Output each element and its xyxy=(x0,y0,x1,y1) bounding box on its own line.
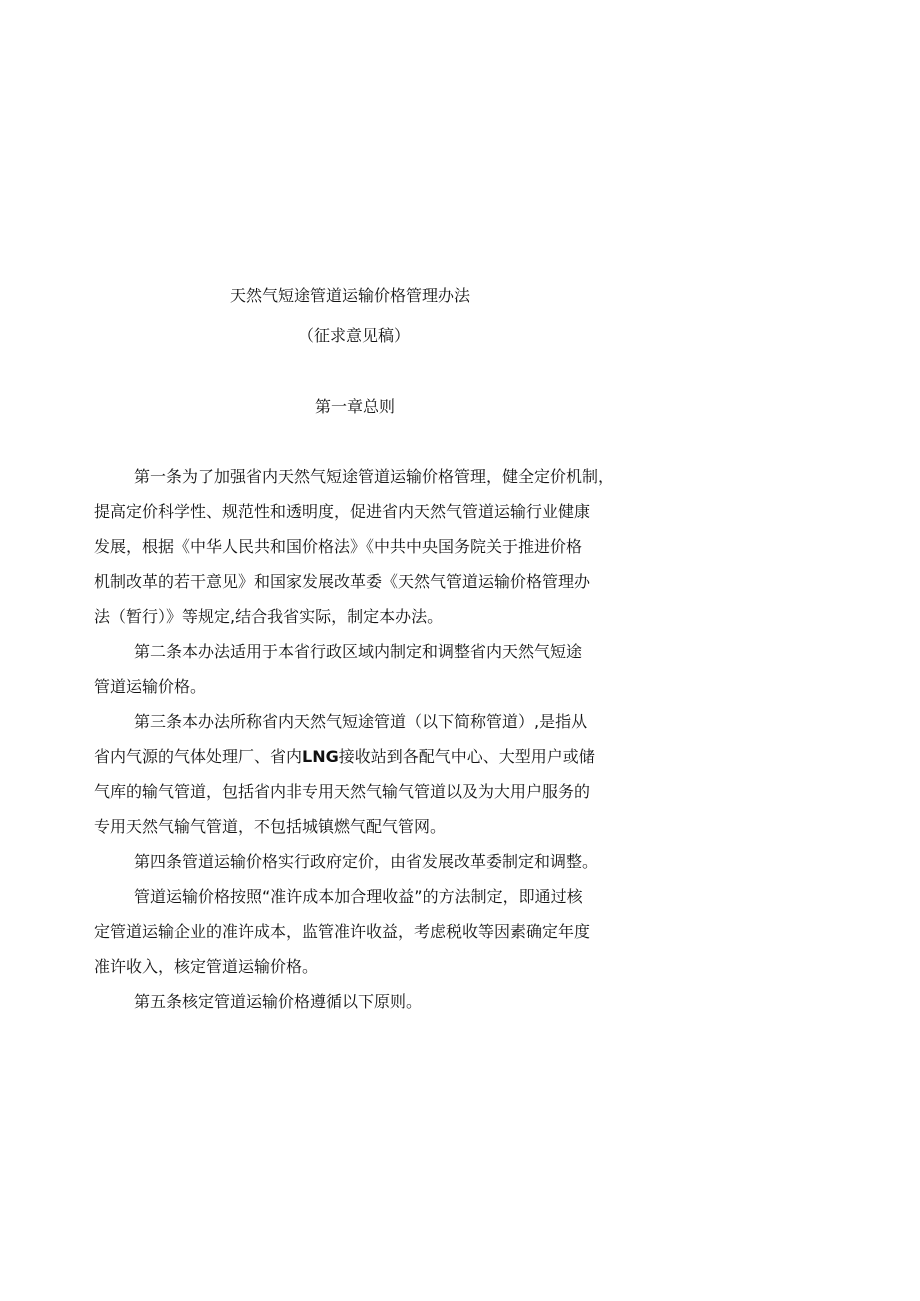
text-line: 第一条为了加强省内天然气短途管道运输价格管理，健全定价机制， xyxy=(134,467,615,486)
text-line: 专用天然气输气管道，不包括城镇燃气配气管网。 xyxy=(94,817,447,836)
text-line: 机制改革的若干意见》和国家发展改革委《天然气管道运输价格管理办 xyxy=(94,572,591,591)
text-line: 第四条管道运输价格实行政府定价，由省发展改革委制定和调整。 xyxy=(134,852,599,871)
text-line: 准许收入，核定管道运输价格。 xyxy=(94,957,319,976)
text-segment: 接收站到各配气中心、大型用户或储 xyxy=(338,747,595,766)
body-text xyxy=(94,464,634,1024)
text-line: 定管道运输企业的准许成本，监管准许收益，考虑税收等因素确定年度 xyxy=(94,922,591,941)
text-line: 法（暂行）》等规定,结合我省实际，制定本办法。 xyxy=(94,607,444,626)
text-line xyxy=(94,744,634,779)
chapter-heading: 第一章总则 xyxy=(315,397,396,416)
text-line: 发展，根据《中华人民共和国价格法》《中共中央国务院关于推进价格 xyxy=(94,537,583,556)
text-line: 第二条本办法适用于本省行政区域内制定和调整省内天然气短途 xyxy=(134,642,583,661)
text-line: 管道运输价格按照“准许成本加合理收益”的方法制定，即通过核 xyxy=(134,887,583,906)
lng-term: LNG xyxy=(302,747,339,766)
text-line: 气库的输气管道，包括省内非专用天然气输气管道以及为大用户服务的 xyxy=(94,782,591,801)
text-line: 管道运输价格。 xyxy=(94,677,207,696)
text-line: 第三条本办法所称省内天然气短途管道（以下简称管道）,是指从 xyxy=(134,712,588,731)
text-segment: 省内气源的气体处理厂、省内 xyxy=(94,747,303,766)
document-subtitle: （征求意见稿） xyxy=(298,326,411,345)
document-title: 天然气短途管道运输价格管理办法 xyxy=(230,286,471,305)
text-line: 第五条核定管道运输价格遵循以下原则。 xyxy=(134,992,423,1011)
text-line: 提高定价科学性、规范性和透明度，促进省内天然气管道运输行业健康 xyxy=(94,502,591,521)
